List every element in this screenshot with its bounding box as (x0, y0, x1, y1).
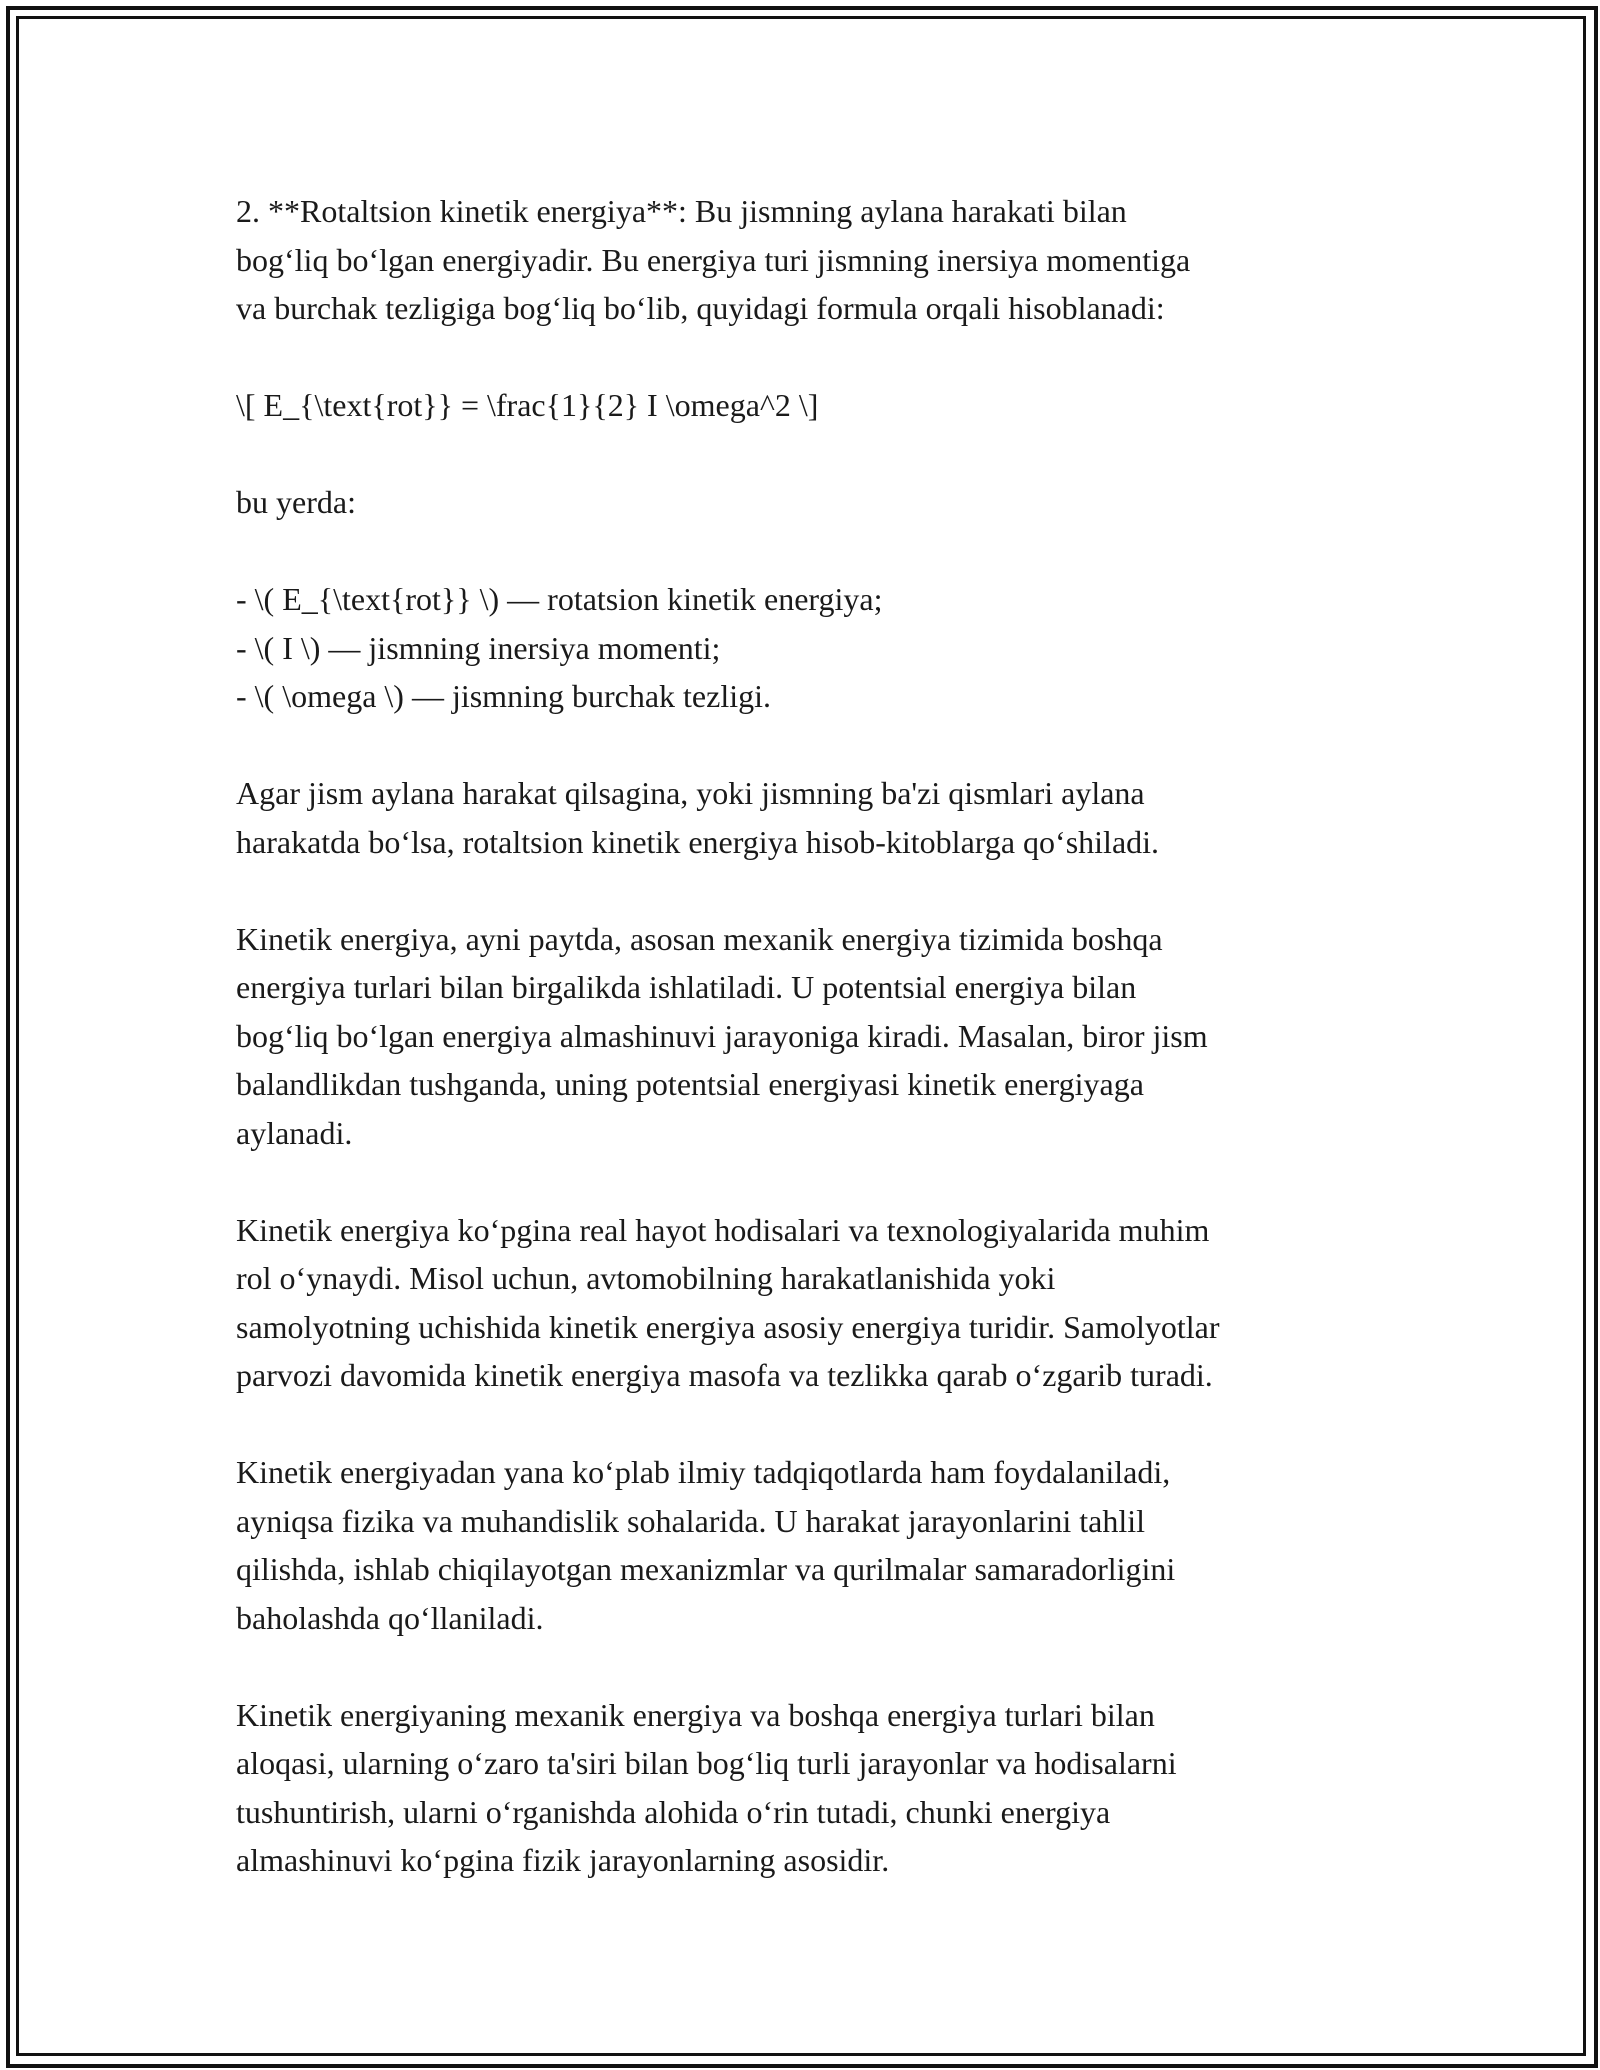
text-line: 2. **Rotaltsion kinetik energiya**: Bu jismning aylana harakati bilan (236, 193, 1127, 229)
text-line: rol o‘ynaydi. Misol uchun, avtomobilning harakatlanishida yoki (236, 1260, 1056, 1296)
paragraph-rotational-energy-intro (236, 187, 1396, 333)
list-item: - \( \omega \) — jismning burchak tezligi. (236, 678, 771, 714)
text-line: aylanadi. (236, 1114, 353, 1151)
text-line: parvozi davomida kinetik energiya masofa va tezlikka qarab o‘zgarib turadi. (236, 1357, 1213, 1393)
paragraph-research (236, 1448, 1396, 1642)
paragraph-definitions-list (236, 575, 1396, 721)
text-line: Kinetik energiyadan yana ko‘plab ilmiy tadqiqotlarda ham foydalaniladi, (236, 1454, 1171, 1490)
text-line: tushuntirish, ularni o‘rganishda alohida o‘rin tutadi, chunki energiya (236, 1793, 1111, 1830)
text-line: aloqasi, ularning o‘zaro ta'siri bilan bog‘liq turli jarayonlar va hodisalarni (236, 1745, 1177, 1781)
paragraph-conclusion (236, 1691, 1396, 1885)
paragraph-formula (236, 381, 1396, 430)
paragraph-mechanical-energy (236, 915, 1396, 1158)
text-line: va burchak tezligiga bog‘liq bo‘lib, quyidagi formula orqali hisoblanadi: (236, 290, 1165, 326)
document-body (236, 187, 1396, 1933)
text-line: qilishda, ishlab chiqilayotgan mexanizmlar va qurilmalar samaradorligini (236, 1551, 1176, 1587)
text-line: bog‘liq bo‘lgan energiyadir. Bu energiya turi jismning inersiya momentiga (236, 241, 1191, 278)
text-line: harakatda bo‘lsa, rotaltsion kinetik energiya hisob-kitoblarga qo‘shiladi. (236, 823, 1160, 860)
text-line: Kinetik energiya ko‘pgina real hayot hodisalari va texnologiyalarida muhim (236, 1211, 1210, 1248)
paragraph-rotation-condition (236, 769, 1396, 866)
text-line: Kinetik energiya, ayni paytda, asosan mexanik energiya tizimida boshqa (236, 920, 1163, 957)
text-line: balandlikdan tushganda, uning potentsial energiyasi kinetik energiyaga (236, 1066, 1144, 1102)
text-line: bog‘liq bo‘lgan energiya almashinuvi jarayoniga kiradi. Masalan, biror jism (236, 1017, 1208, 1054)
list-item: - \( I \) — jismning inersiya momenti; (236, 629, 721, 666)
paragraph-where (236, 478, 1396, 527)
text-line: ayniqsa fizika va muhandislik sohalarida. U harakat jarayonlarini tahlil (236, 1502, 1146, 1539)
text-line: energiya turlari bilan birgalikda ishlatiladi. U potentsial energiya bilan (236, 969, 1137, 1005)
list-item: - \( E_{\text{rot}} \) — rotatsion kinetik energiya; (236, 581, 883, 617)
text-line: samolyotning uchishida kinetik energiya asosiy energiya turidir. Samolyotlar (236, 1308, 1220, 1345)
text-line: bu yerda: (236, 484, 356, 520)
paragraph-real-life (236, 1206, 1396, 1400)
formula-line: \[ E_{\text{rot}} = \frac{1}{2} I \omega^2 \] (236, 387, 819, 423)
text-line: baholashda qo‘llaniladi. (236, 1599, 544, 1636)
text-line: Agar jism aylana harakat qilsagina, yoki jismning ba'zi qismlari aylana (236, 775, 1145, 811)
text-line: almashinuvi ko‘pgina fizik jarayonlarning asosidir. (236, 1842, 890, 1878)
text-line: Kinetik energiyaning mexanik energiya va boshqa energiya turlari bilan (236, 1696, 1155, 1733)
